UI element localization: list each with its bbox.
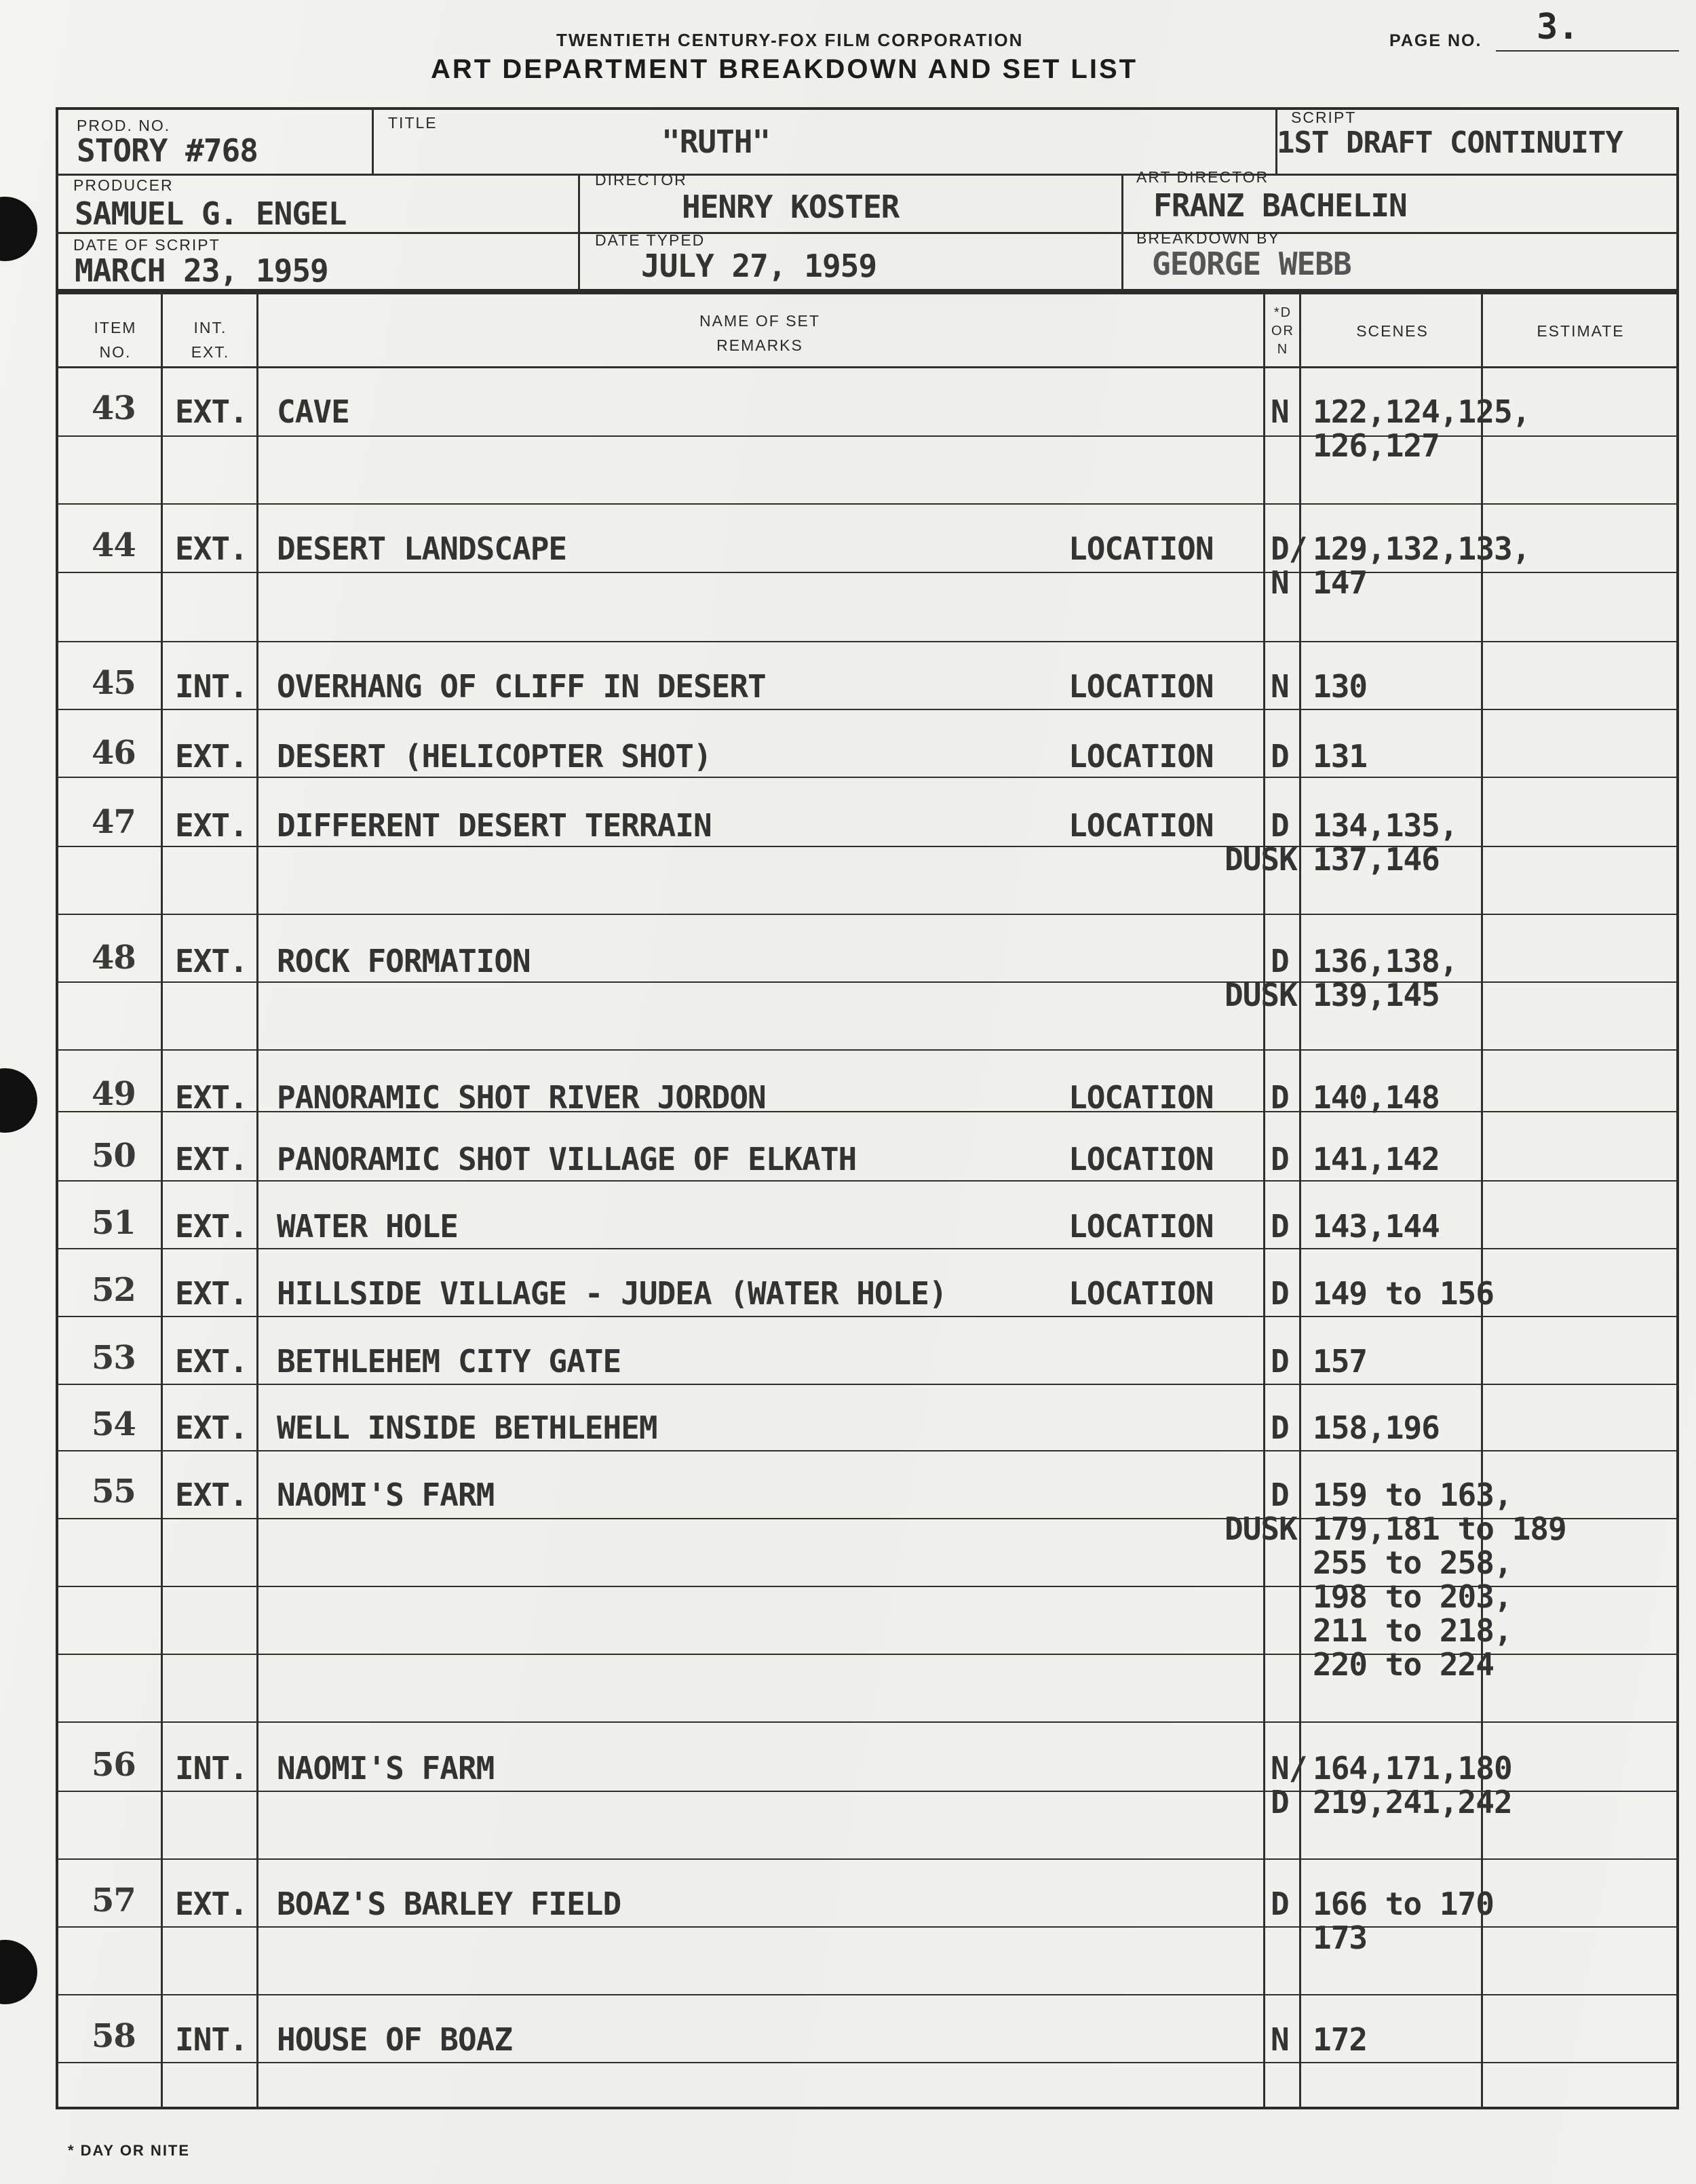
row-rule: [56, 2062, 1679, 2063]
row-rule: [56, 641, 1679, 642]
row-rule: [56, 777, 1679, 778]
scenes-value: 139,145: [1313, 977, 1440, 1013]
day-or-night-value: D: [1271, 1784, 1289, 1820]
divider: [56, 232, 1679, 234]
set-name: PANORAMIC SHOT VILLAGE OF ELKATH: [277, 1141, 857, 1177]
item-number: 49: [92, 1075, 136, 1113]
item-number: 43: [92, 389, 136, 427]
scenes-value: 158,196: [1313, 1409, 1440, 1446]
producer-label: PRODUCER: [73, 176, 174, 194]
item-number: 46: [92, 734, 136, 772]
int-ext-value: EXT.: [175, 1886, 248, 1922]
row-rule: [56, 709, 1679, 710]
column-header-name-of-set: NAME OF SET REMARKS: [699, 312, 820, 354]
corporation-name: TWENTIETH CENTURY-FOX FILM CORPORATION: [556, 30, 1024, 50]
set-name: NAOMI'S FARM: [277, 1477, 495, 1513]
scenes-value: 198 to 203,: [1313, 1578, 1512, 1615]
scenes-value: 140,148: [1313, 1079, 1440, 1116]
scenes-value: 220 to 224: [1313, 1646, 1494, 1683]
row-rule: [56, 1180, 1679, 1182]
set-name: CAVE: [277, 393, 349, 430]
scenes-value: 166 to 170: [1313, 1886, 1494, 1922]
int-ext-value: INT.: [175, 2021, 248, 2058]
day-or-night-value: N: [1271, 668, 1289, 705]
day-or-night-value: N: [1271, 2021, 1289, 2058]
item-number: 53: [92, 1339, 136, 1377]
scenes-value: 147: [1313, 564, 1368, 601]
int-ext-value: EXT.: [175, 530, 248, 567]
column-header-d-or-n: *D OR N: [1271, 305, 1294, 357]
set-name: DESERT LANDSCAPE: [277, 530, 567, 567]
scenes-value: 211 to 218,: [1313, 1612, 1512, 1649]
column-divider: [1263, 292, 1265, 2109]
set-name: WELL INSIDE BETHLEHEM: [277, 1409, 657, 1446]
item-number: 55: [92, 1473, 136, 1510]
row-rule: [56, 1049, 1679, 1051]
row-rule: [56, 1316, 1679, 1317]
scenes-value: 164,171,180: [1313, 1750, 1512, 1787]
page-number-label: PAGE NO.: [1389, 31, 1482, 50]
scenes-value: 131: [1313, 738, 1368, 775]
scenes-value: 157: [1313, 1343, 1368, 1380]
row-rule: [56, 914, 1679, 915]
scenes-value: 129,132,133,: [1313, 530, 1530, 567]
item-number: 58: [92, 2017, 136, 2055]
day-or-night-value: D: [1271, 1079, 1289, 1116]
scenes-value: 173: [1313, 1919, 1368, 1956]
scenes-value: 149 to 156: [1313, 1275, 1494, 1312]
row-rule: [56, 1858, 1679, 1860]
row-rule: [56, 1721, 1679, 1723]
art-director-value: FRANZ BACHELIN: [1153, 187, 1407, 224]
day-or-night-value: N: [1271, 393, 1289, 430]
day-or-night-value: N: [1271, 564, 1289, 601]
divider: [56, 174, 1679, 176]
binder-hole: [0, 197, 37, 261]
set-name: BOAZ'S BARLEY FIELD: [277, 1886, 621, 1922]
day-or-night-value: D: [1271, 1141, 1289, 1177]
page-number: 3.: [1537, 7, 1579, 47]
scenes-value: 141,142: [1313, 1141, 1440, 1177]
day-or-night-value: DUSK: [1225, 841, 1297, 878]
day-or-night-value: D: [1271, 1886, 1289, 1922]
producer-value: SAMUEL G. ENGEL: [75, 195, 347, 232]
scenes-value: 126,127: [1313, 427, 1440, 464]
item-number: 45: [92, 664, 136, 702]
footnote: * DAY OR NITE: [68, 2142, 191, 2159]
column-header-estimate: ESTIMATE: [1537, 322, 1625, 340]
row-rule: [56, 503, 1679, 505]
set-name: OVERHANG OF CLIFF IN DESERT: [277, 668, 766, 705]
int-ext-value: EXT.: [175, 1079, 248, 1116]
day-or-night-value: DUSK: [1225, 1510, 1297, 1547]
location-remark: LOCATION: [1068, 807, 1214, 844]
set-name: HILLSIDE VILLAGE - JUDEA (WATER HOLE): [277, 1275, 947, 1312]
column-divider: [161, 292, 163, 2109]
item-number: 47: [92, 803, 136, 841]
breakdown-by-value: GEORGE WEBB: [1152, 246, 1351, 282]
scenes-value: 136,138,: [1313, 943, 1458, 979]
int-ext-value: INT.: [175, 1750, 248, 1787]
row-rule: [56, 1450, 1679, 1451]
scenes-value: 172: [1313, 2021, 1368, 2058]
divider: [1121, 174, 1123, 292]
prod-no-value: STORY #768: [77, 132, 258, 169]
location-remark: LOCATION: [1068, 1208, 1214, 1245]
column-header-int-ext: INT. EXT.: [191, 319, 230, 361]
set-name: WATER HOLE: [277, 1208, 458, 1245]
int-ext-value: EXT.: [175, 1343, 248, 1380]
int-ext-value: EXT.: [175, 1409, 248, 1446]
scenes-value: 179,181 to 189: [1313, 1510, 1566, 1547]
set-name: HOUSE OF BOAZ: [277, 2021, 513, 2058]
scenes-value: 122,124,125,: [1313, 393, 1530, 430]
day-or-night-value: D/: [1271, 530, 1307, 567]
int-ext-value: EXT.: [175, 393, 248, 430]
column-header-item-no: ITEM NO.: [94, 319, 137, 361]
scenes-value: 130: [1313, 668, 1368, 705]
int-ext-value: INT.: [175, 668, 248, 705]
location-remark: LOCATION: [1068, 1141, 1214, 1177]
location-remark: LOCATION: [1068, 530, 1214, 567]
scenes-value: 137,146: [1313, 841, 1440, 878]
document-title: ART DEPARTMENT BREAKDOWN AND SET LIST: [431, 54, 1138, 84]
row-rule: [56, 572, 1679, 573]
scenes-value: 159 to 163,: [1313, 1477, 1512, 1513]
page-number-underline: [1496, 50, 1679, 52]
script-value: 1ST DRAFT CONTINUITY: [1277, 125, 1623, 160]
int-ext-value: EXT.: [175, 738, 248, 775]
table-header-divider: [56, 366, 1679, 368]
int-ext-value: EXT.: [175, 943, 248, 979]
int-ext-value: EXT.: [175, 1477, 248, 1513]
scenes-value: 143,144: [1313, 1208, 1440, 1245]
date-of-script-label: DATE OF SCRIPT: [73, 236, 220, 254]
scenes-value: 134,135,: [1313, 807, 1458, 844]
director-label: DIRECTOR: [595, 171, 687, 189]
day-or-night-value: D: [1271, 1208, 1289, 1245]
row-rule: [56, 1384, 1679, 1385]
item-number: 44: [92, 526, 136, 564]
date-of-script-value: MARCH 23, 1959: [75, 252, 328, 289]
item-number: 48: [92, 939, 136, 977]
location-remark: LOCATION: [1068, 1275, 1214, 1312]
day-or-night-value: D: [1271, 807, 1289, 844]
int-ext-value: EXT.: [175, 1208, 248, 1245]
date-typed-value: JULY 27, 1959: [641, 248, 877, 284]
item-number: 54: [92, 1405, 136, 1443]
day-or-night-value: D: [1271, 1343, 1289, 1380]
day-or-night-value: N/: [1271, 1750, 1307, 1787]
set-name: BETHLEHEM CITY GATE: [277, 1343, 621, 1380]
art-director-label: ART DIRECTOR: [1136, 168, 1269, 186]
location-remark: LOCATION: [1068, 668, 1214, 705]
int-ext-value: EXT.: [175, 1141, 248, 1177]
set-name: NAOMI'S FARM: [277, 1750, 495, 1787]
item-number: 51: [92, 1204, 136, 1242]
item-number: 56: [92, 1746, 136, 1784]
title-label: TITLE: [388, 114, 438, 132]
row-rule: [56, 1926, 1679, 1928]
divider: [372, 107, 374, 174]
scenes-value: 255 to 258,: [1313, 1544, 1512, 1581]
location-remark: LOCATION: [1068, 738, 1214, 775]
int-ext-value: EXT.: [175, 1275, 248, 1312]
set-name: DIFFERENT DESERT TERRAIN: [277, 807, 712, 844]
day-or-night-value: D: [1271, 1275, 1289, 1312]
set-name: DESERT (HELICOPTER SHOT): [277, 738, 712, 775]
day-or-night-value: D: [1271, 1477, 1289, 1513]
divider: [578, 174, 580, 292]
day-or-night-value: DUSK: [1225, 977, 1297, 1013]
location-remark: LOCATION: [1068, 1079, 1214, 1116]
row-rule: [56, 1248, 1679, 1249]
title-value: "RUTH": [661, 123, 771, 160]
binder-hole: [0, 1940, 37, 2004]
item-number: 50: [92, 1137, 136, 1175]
item-number: 57: [92, 1881, 136, 1919]
set-name: PANORAMIC SHOT RIVER JORDON: [277, 1079, 766, 1116]
date-typed-label: DATE TYPED: [595, 231, 706, 249]
set-name: ROCK FORMATION: [277, 943, 531, 979]
day-or-night-value: D: [1271, 738, 1289, 775]
item-number: 52: [92, 1271, 136, 1309]
director-value: HENRY KOSTER: [682, 189, 900, 225]
column-header-scenes: SCENES: [1356, 322, 1429, 340]
day-or-night-value: D: [1271, 943, 1289, 979]
breakdown-by-label: BREAKDOWN BY: [1136, 229, 1280, 247]
column-divider: [256, 292, 258, 2109]
prod-no-label: PROD. NO.: [77, 117, 171, 134]
row-rule: [56, 1994, 1679, 1995]
binder-hole: [0, 1068, 37, 1133]
script-label: SCRIPT: [1291, 109, 1357, 126]
scenes-value: 219,241,242: [1313, 1784, 1512, 1820]
day-or-night-value: D: [1271, 1409, 1289, 1446]
int-ext-value: EXT.: [175, 807, 248, 844]
